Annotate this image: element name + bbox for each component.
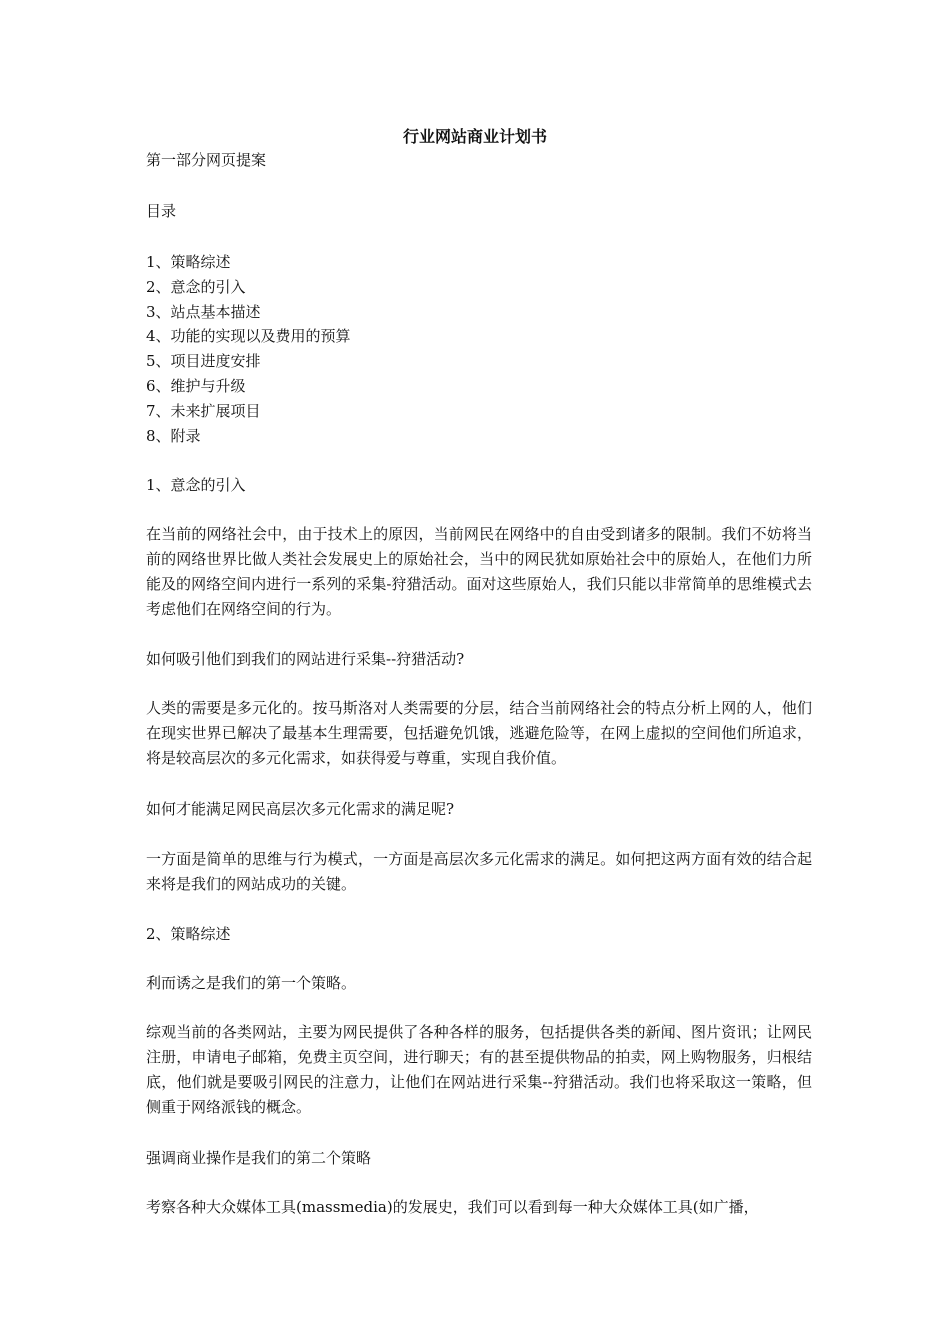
strategy-2: 强调商业操作是我们的第二个策略 xyxy=(146,1149,372,1167)
table-of-contents xyxy=(146,250,351,448)
toc-item: 8、附录 xyxy=(146,426,201,445)
section-1-paragraph-3: 一方面是简单的思维与行为模式，一方面是高层次多元化需求的满足。如何把这两方面有效的结合起来将是我们的网站成功的关键。 xyxy=(146,850,812,893)
toc-item: 3、站点基本描述 xyxy=(146,302,261,321)
section-2-paragraph-2: 考察各种大众媒体工具(massmedia)的发展史，我们可以看到每一种大众媒体工具(如广播， xyxy=(146,1198,759,1216)
toc-item: 1、策略综述 xyxy=(146,253,231,271)
section-1-heading: 1、意念的引入 xyxy=(146,476,246,494)
toc-heading: 目录 xyxy=(146,202,177,220)
section-1-paragraph-2: 人类的需要是多元化的。按马斯洛对人类需要的分层，结合当前网络社会的特点分析上网的人，他们在现实世界已解决了最基本生理需要，包括避免饥饿，逃避危险等，在网上虚拟的空间他们所追求，将是较高层次的多元化需求，如获得爱与尊重，实现自我价值。 xyxy=(146,699,812,767)
section-1-question-2: 如何才能满足网民高层次多元化需求的满足呢? xyxy=(146,800,455,818)
toc-item: 7、未来扩展项目 xyxy=(146,401,261,420)
toc-item: 4、功能的实现以及费用的预算 xyxy=(146,327,351,346)
section-2-heading: 2、策略综述 xyxy=(146,925,231,943)
strategy-1: 利而诱之是我们的第一个策略。 xyxy=(146,974,357,992)
section-1-paragraph-1: 在当前的网络社会中，由于技术上的原因，当前网民在网络中的自由受到诸多的限制。我们不妨将当前的网络世界比做人类社会发展史上的原始社会，当中的网民犹如原始社会中的原始人，在他们力所能及的网络空间内进行一系列的采集-狩猎活动。面对这些原始人，我们只能以非常简单的思维模式去考虑他们在网络空间的行为。 xyxy=(146,525,812,618)
section-1-question-1: 如何吸引他们到我们的网站进行采集--狩猎活动? xyxy=(146,650,465,668)
toc-item: 6、维护与升级 xyxy=(146,376,246,395)
document-title: 行业网站商业计划书 xyxy=(402,127,547,146)
part-heading: 第一部分网页提案 xyxy=(146,151,267,169)
toc-item: 2、意念的引入 xyxy=(146,277,246,296)
toc-item: 5、项目进度安排 xyxy=(146,352,261,371)
section-2-paragraph-1: 综观当前的各类网站，主要为网民提供了各种各样的服务，包括提供各类的新闻、图片资讯；让网民注册，申请电子邮箱，免费主页空间，进行聊天；有的甚至提供物品的拍卖，网上购物服务，归根结底，他们就是要吸引网民的注意力，让他们在网站进行采集--狩猎活动。我们也将采取这一策略，但侧重于网络派钱的概念。 xyxy=(146,1023,812,1116)
